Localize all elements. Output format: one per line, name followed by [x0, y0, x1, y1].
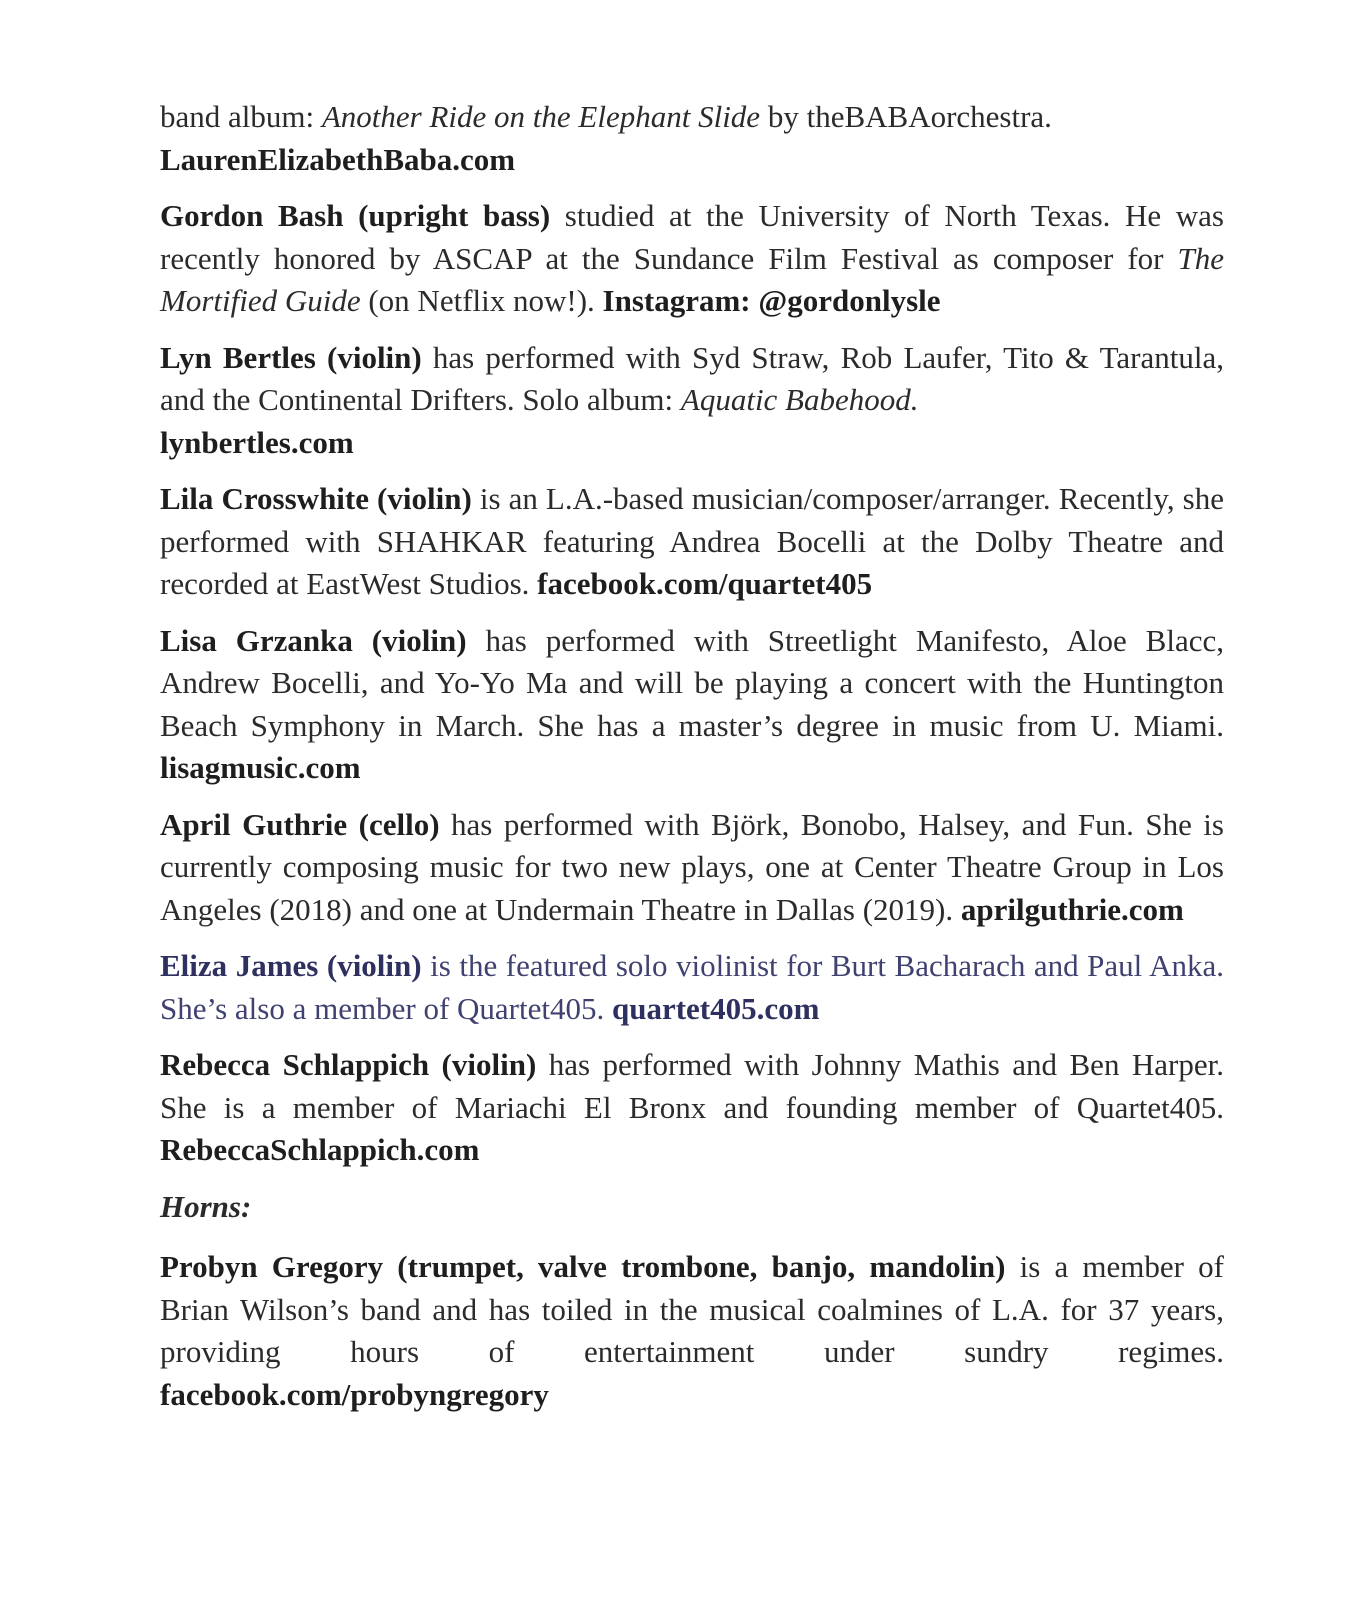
- album-title: Aquatic Babehood.: [680, 382, 919, 417]
- bio-text: has performed with Johnny Mathis and Ben Harper. She is a member of Mariachi El Bronx and founding member of Quartet405.: [160, 1047, 1224, 1125]
- bio-website: facebook.com/probyngregory: [160, 1376, 549, 1412]
- bio-website: quartet405.com: [611, 990, 820, 1026]
- bio-name: Lila Crosswhite (violin): [160, 481, 472, 516]
- bio-name: Rebecca Schlappich (violin): [160, 1047, 537, 1082]
- bio-name: Eliza James (violin): [160, 948, 422, 983]
- bio-text: has performed with Syd Straw, Rob Laufer, Tito & Tarantula, and the Continental Drifters. Solo album:: [160, 339, 1224, 417]
- bio-name: April Guthrie (cello): [160, 806, 440, 842]
- bio-text: (on Netflix now!).: [360, 283, 603, 318]
- bio-lead-text: band album:: [160, 99, 322, 134]
- album-title: Another Ride on the Elephant Slide: [321, 99, 761, 134]
- bio-website: aprilguthrie.com: [960, 891, 1184, 927]
- bio-gordon-bash: [160, 195, 1224, 323]
- bio-website: lynbertles.com: [160, 424, 354, 460]
- bio-website: LaurenElizabethBaba.com: [160, 141, 516, 177]
- bio-rebecca-schlappich: [160, 1044, 1224, 1172]
- bio-lyn-bertles: [160, 337, 1224, 465]
- document-page: [160, 96, 1224, 1430]
- bio-april-guthrie: [160, 804, 1224, 932]
- bio-text: is a member of Brian Wilson’s band and has toiled in the musical coalmines of L.A. for 37 years, providing hours of entertainment under sundry regimes.: [160, 1249, 1224, 1369]
- bio-text: is the featured solo violinist for Burt Bacharach and Paul Anka. She’s also a member of Quartet405.: [160, 948, 1224, 1026]
- bio-text: studied at the University of North Texas. He was recently honored by ASCAP at the Sundance Film Festival as composer for: [160, 198, 1224, 276]
- bio-text: has performed with Streetlight Manifesto, Aloe Blacc, Andrew Bocelli, and Yo-Yo Ma and will be playing a concert with the Huntington Beach Symphony in March. She has a master’s degree in music from U. Miami.: [160, 622, 1224, 743]
- bio-name: Gordon Bash (upright bass): [160, 198, 551, 233]
- bio-website: lisagmusic.com: [160, 750, 361, 785]
- bio-eliza-james: [160, 945, 1224, 1030]
- bio-website: Instagram: @gordonlysle: [602, 283, 941, 318]
- bio-website: facebook.com/quartet405: [537, 566, 873, 601]
- bio-text: is an L.A.-based musician/composer/arranger. Recently, she performed with SHAHKAR featuring Andrea Bocelli at the Dolby Theatre and recorded at EastWest Studios.: [160, 481, 1225, 601]
- bio-text: by theBABAorchestra.: [760, 99, 1052, 134]
- bio-text: has performed with Björk, Bonobo, Halsey, and Fun. She is currently composing music for two new plays, one at Center Theatre Group in Los Angeles (2018) and one at Undermain Theatre in Dallas (2019).: [160, 806, 1224, 927]
- show-title: The Mortified Guide: [160, 240, 1224, 318]
- bio-name: Probyn Gregory (trumpet, valve trombone, banjo, mandolin): [160, 1249, 1006, 1284]
- bio-lauren-baba-continued: [160, 96, 1224, 181]
- bio-website: RebeccaSchlappich.com: [160, 1132, 480, 1167]
- section-heading-horns: Horns:: [160, 1188, 252, 1224]
- bio-probyn-gregory: [160, 1246, 1224, 1416]
- bio-lila-crosswhite: [160, 478, 1224, 606]
- bio-name: Lyn Bertles (violin): [160, 339, 422, 375]
- bio-name: Lisa Grzanka (violin): [160, 622, 467, 658]
- bio-lisa-grzanka: [160, 620, 1224, 790]
